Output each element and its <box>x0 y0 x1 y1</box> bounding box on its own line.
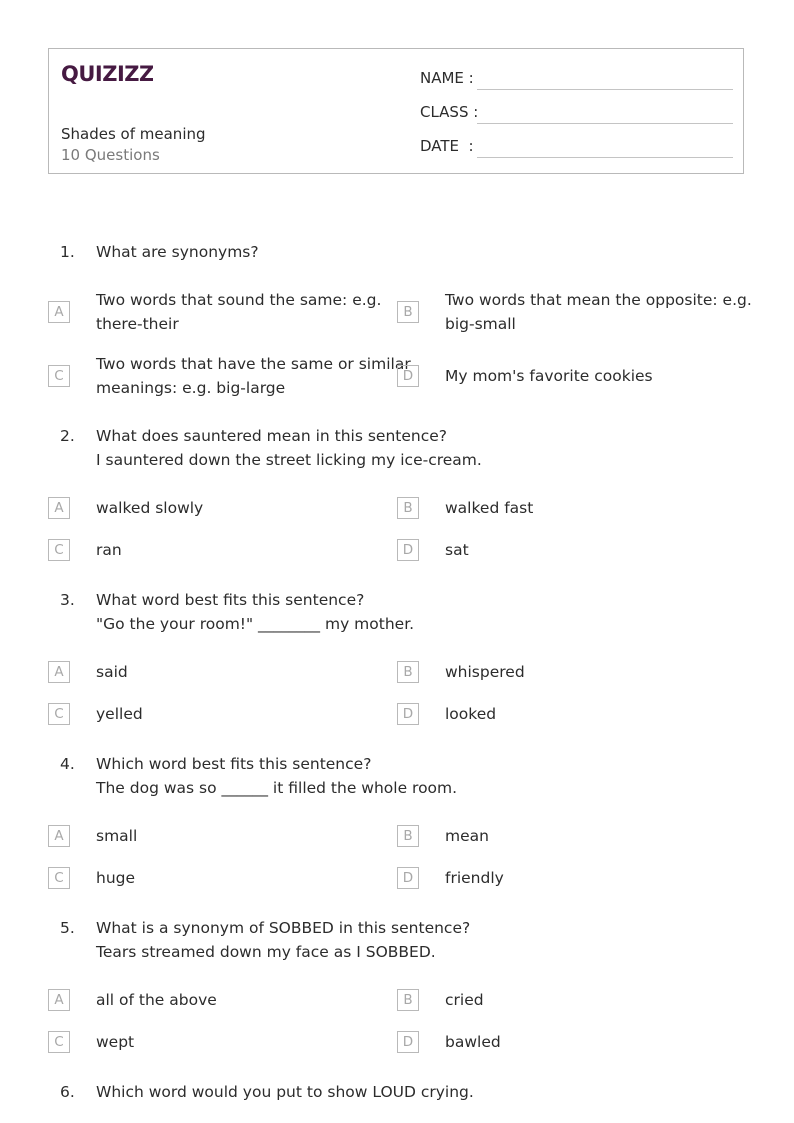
option-d-text <box>445 1030 501 1054</box>
question-line: What are synonyms? <box>96 243 259 261</box>
option-line: wept <box>96 1033 135 1051</box>
class-label: CLASS : <box>420 103 479 121</box>
option-line: small <box>96 827 138 845</box>
option-b-marker[interactable]: B <box>397 497 419 519</box>
option-line: mean <box>445 827 489 845</box>
option-c-marker[interactable]: C <box>48 1031 70 1053</box>
option-d-text <box>445 538 469 562</box>
option-line: huge <box>96 869 136 887</box>
option-c-marker[interactable]: C <box>48 703 70 725</box>
option-line: Two words that mean the opposite: e.g. <box>445 291 752 309</box>
option-line: whispered <box>445 663 525 681</box>
option-a-marker[interactable]: A <box>48 825 70 847</box>
svg-text:QUIZIZZ: QUIZIZZ <box>61 62 153 86</box>
option-line: all of the above <box>96 991 217 1009</box>
option-b-marker[interactable]: B <box>397 825 419 847</box>
date-field[interactable] <box>477 157 733 158</box>
option-b-marker[interactable]: B <box>397 661 419 683</box>
question-line: Tears streamed down my face as I SOBBED. <box>96 943 436 961</box>
worksheet-title: Shades of meaning <box>61 125 206 143</box>
question-line: What word best fits this sentence? <box>96 591 365 609</box>
option-d-marker[interactable]: D <box>397 539 419 561</box>
question-text <box>96 1080 736 1104</box>
option-line: cried <box>445 991 484 1009</box>
option-b-marker[interactable]: B <box>397 301 419 323</box>
option-a-marker[interactable]: A <box>48 497 70 519</box>
option-line: sat <box>445 541 469 559</box>
question-text <box>96 588 736 636</box>
question-line: The dog was so ______ it filled the whole room. <box>96 779 458 797</box>
option-a-text <box>96 288 381 336</box>
option-c-text <box>96 352 411 400</box>
question-text <box>96 240 736 264</box>
option-d-marker[interactable]: D <box>397 1031 419 1053</box>
date-label: DATE : <box>420 137 474 155</box>
option-d-marker[interactable]: D <box>397 365 419 387</box>
option-line: big-small <box>445 315 516 333</box>
option-line: there-their <box>96 315 179 333</box>
question-line: What is a synonym of SOBBED in this sentence? <box>96 919 471 937</box>
option-a-marker[interactable]: A <box>48 661 70 683</box>
option-a-text <box>96 824 137 848</box>
question-number: 2. <box>60 427 75 445</box>
name-field[interactable] <box>477 89 733 90</box>
option-line: meanings: e.g. big-large <box>96 379 286 397</box>
option-b-marker[interactable]: B <box>397 989 419 1011</box>
option-b-text <box>445 496 533 520</box>
option-a-marker[interactable]: A <box>48 989 70 1011</box>
option-line: walked slowly <box>96 499 204 517</box>
option-line: yelled <box>96 705 143 723</box>
question-number: 4. <box>60 755 75 773</box>
option-c-marker[interactable]: C <box>48 539 70 561</box>
option-c-text <box>96 702 143 726</box>
option-line: bawled <box>445 1033 501 1051</box>
option-c-marker[interactable]: C <box>48 365 70 387</box>
option-a-text <box>96 496 203 520</box>
option-b-text <box>445 288 752 336</box>
option-line: said <box>96 663 128 681</box>
question-text <box>96 424 736 472</box>
option-line: My mom's favorite cookies <box>445 367 653 385</box>
option-b-text <box>445 660 525 684</box>
question-line: Which word best fits this sentence? <box>96 755 372 773</box>
option-b-text <box>445 988 484 1012</box>
option-a-marker[interactable]: A <box>48 301 70 323</box>
question-line: Which word would you put to show LOUD crying. <box>96 1083 474 1101</box>
question-line: I sauntered down the street licking my ice-cream. <box>96 451 482 469</box>
question-text <box>96 916 736 964</box>
question-text <box>96 752 736 800</box>
worksheet-header <box>48 48 744 174</box>
option-d-marker[interactable]: D <box>397 703 419 725</box>
option-d-marker[interactable]: D <box>397 867 419 889</box>
question-line: "Go the your room!" ________ my mother. <box>96 615 415 633</box>
option-c-text <box>96 866 135 890</box>
question-count: 10 Questions <box>61 146 160 164</box>
option-line: walked fast <box>445 499 534 517</box>
option-d-text <box>445 702 496 726</box>
option-c-text <box>96 538 122 562</box>
option-line: looked <box>445 705 497 723</box>
option-b-text <box>445 824 489 848</box>
option-line: Two words that have the same or similar <box>96 355 411 373</box>
option-a-text <box>96 988 217 1012</box>
option-line: friendly <box>445 869 504 887</box>
option-c-marker[interactable]: C <box>48 867 70 889</box>
option-line: ran <box>96 541 122 559</box>
name-label: NAME : <box>420 69 474 87</box>
quizizz-logo-mark <box>61 59 153 87</box>
question-number: 5. <box>60 919 75 937</box>
question-number: 1. <box>60 243 75 261</box>
quizizz-logo <box>61 59 153 91</box>
question-number: 3. <box>60 591 75 609</box>
option-a-text <box>96 660 128 684</box>
option-c-text <box>96 1030 134 1054</box>
question-number: 6. <box>60 1083 75 1101</box>
class-field[interactable] <box>477 123 733 124</box>
option-d-text <box>445 364 653 388</box>
option-d-text <box>445 866 504 890</box>
question-line: What does sauntered mean in this sentence? <box>96 427 447 445</box>
option-line: Two words that sound the same: e.g. <box>96 291 382 309</box>
